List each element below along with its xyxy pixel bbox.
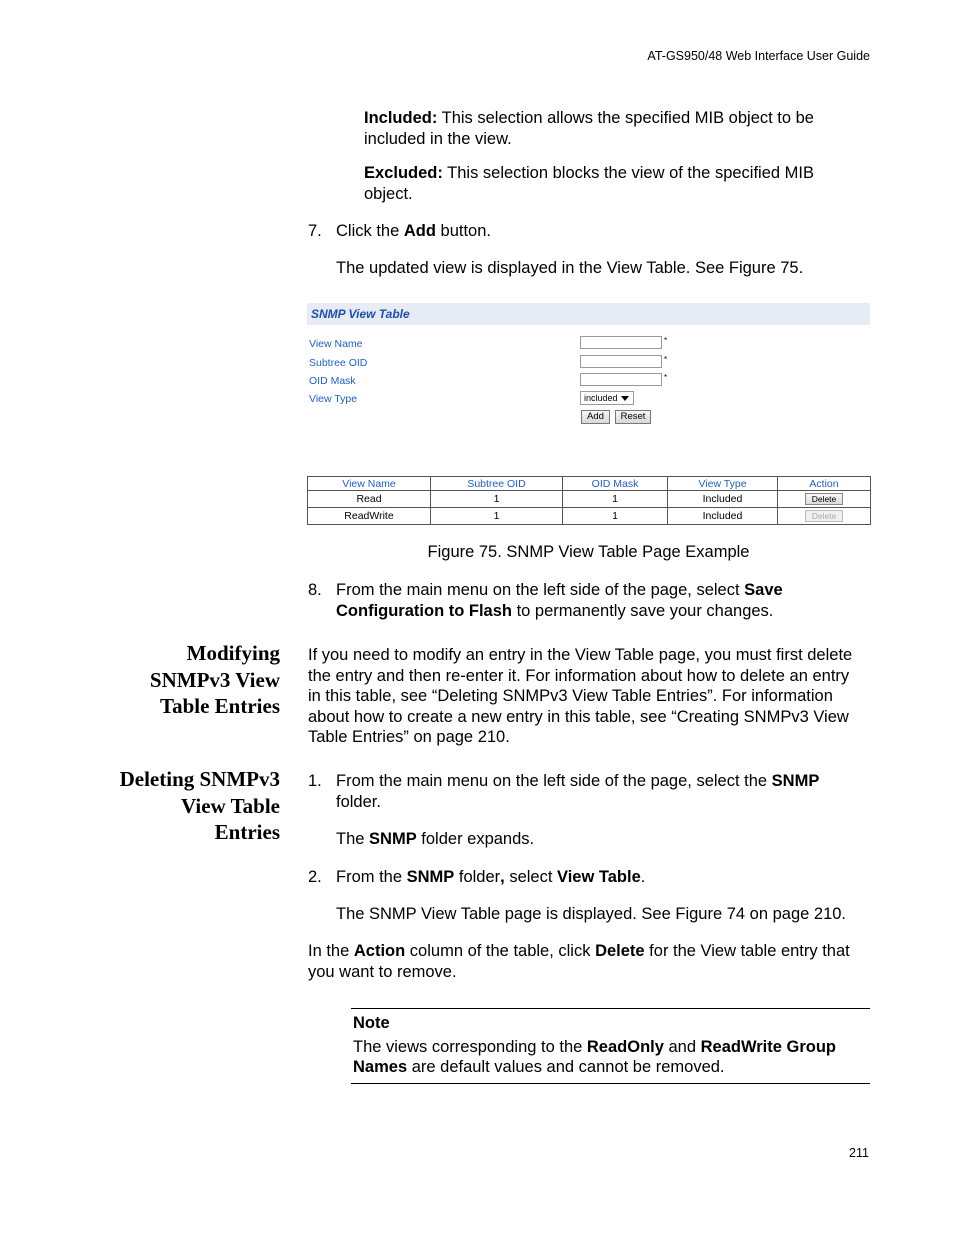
running-header: AT-GS950/48 Web Interface User Guide (647, 49, 870, 63)
reset-button[interactable]: Reset (615, 410, 651, 424)
figure-title-bar: SNMP View Table (307, 303, 870, 325)
col-oid-mask[interactable]: OID Mask (563, 477, 668, 491)
delete-step-1: 1. From the main menu on the left side of the page, select the SNMP folder. (308, 772, 820, 811)
note-title: Note (353, 1014, 390, 1032)
delete-step-2-result: The SNMP View Table page is displayed. See Figure 74 on page 210. (336, 905, 847, 923)
oid-mask-input[interactable] (580, 373, 662, 386)
excluded-description: Excluded: This selection blocks the view of the specified MIB object. (364, 164, 814, 203)
deleting-heading: Deleting SNMPv3 View Table Entries (119, 767, 280, 844)
subtree-oid-label: Subtree OID (309, 357, 368, 369)
col-view-name[interactable]: View Name (308, 477, 431, 491)
figure-caption: Figure 75. SNMP View Table Page Example (427, 543, 750, 561)
col-subtree-oid[interactable]: Subtree OID (431, 477, 563, 491)
subtree-oid-input[interactable] (580, 355, 662, 368)
delete-button[interactable]: Delete (805, 493, 843, 505)
step-7-result: The updated view is displayed in the View Table. See Figure 75. (336, 259, 804, 277)
required-mark: * (664, 355, 668, 364)
chevron-down-icon (621, 396, 629, 401)
view-name-label: View Name (309, 338, 363, 350)
add-button[interactable]: Add (581, 410, 610, 424)
page-number: 211 (849, 1146, 869, 1160)
modifying-body: If you need to modify an entry in the View Table page, you must first delete the entry and then re-enter it. For information about how to delete an entry in this table, see “Deleting SNMPv3 View Table Entries”. For information about how to create a new entry in this table, see “Creating SNMPv3 View Table Entries” on page 210. (308, 646, 853, 746)
required-mark: * (664, 373, 668, 382)
table-row: ReadWrite 1 1 Included Delete (308, 508, 871, 525)
view-type-label: View Type (309, 393, 358, 405)
view-form (307, 325, 870, 565)
modifying-heading: Modifying SNMPv3 View Table Entries (149, 641, 280, 718)
col-view-type[interactable]: View Type (668, 477, 778, 491)
snmp-view-table-figure (307, 303, 870, 565)
delete-step-2: 2. From the SNMP folder, select View Table. (308, 868, 646, 886)
view-table (307, 476, 871, 525)
step-7: 7. Click the Add button. (308, 222, 491, 240)
required-mark: * (664, 336, 668, 345)
delete-action-instruction: In the Action column of the table, click Delete for the View table entry that you want to remove. (308, 942, 850, 981)
delete-button-disabled: Delete (805, 510, 843, 522)
excluded-label: Excluded: (364, 164, 443, 182)
note-box: Note The views corresponding to the ReadOnly and ReadWrite Group Names are default values and cannot be removed. (351, 1008, 870, 1084)
view-type-select[interactable]: included (580, 391, 634, 405)
delete-step-1-result: The SNMP folder expands. (336, 830, 535, 848)
included-description: Included: This selection allows the specified MIB object to be included in the view. (364, 109, 814, 148)
oid-mask-label: OID Mask (309, 375, 356, 387)
table-row: Read 1 1 Included Delete (308, 491, 871, 508)
included-label: Included: (364, 109, 438, 127)
col-action[interactable]: Action (778, 477, 871, 491)
view-name-input[interactable] (580, 336, 662, 349)
step-8: 8. From the main menu on the left side of the page, select Save Configuration to Flash to permanently save your changes. (308, 581, 783, 620)
